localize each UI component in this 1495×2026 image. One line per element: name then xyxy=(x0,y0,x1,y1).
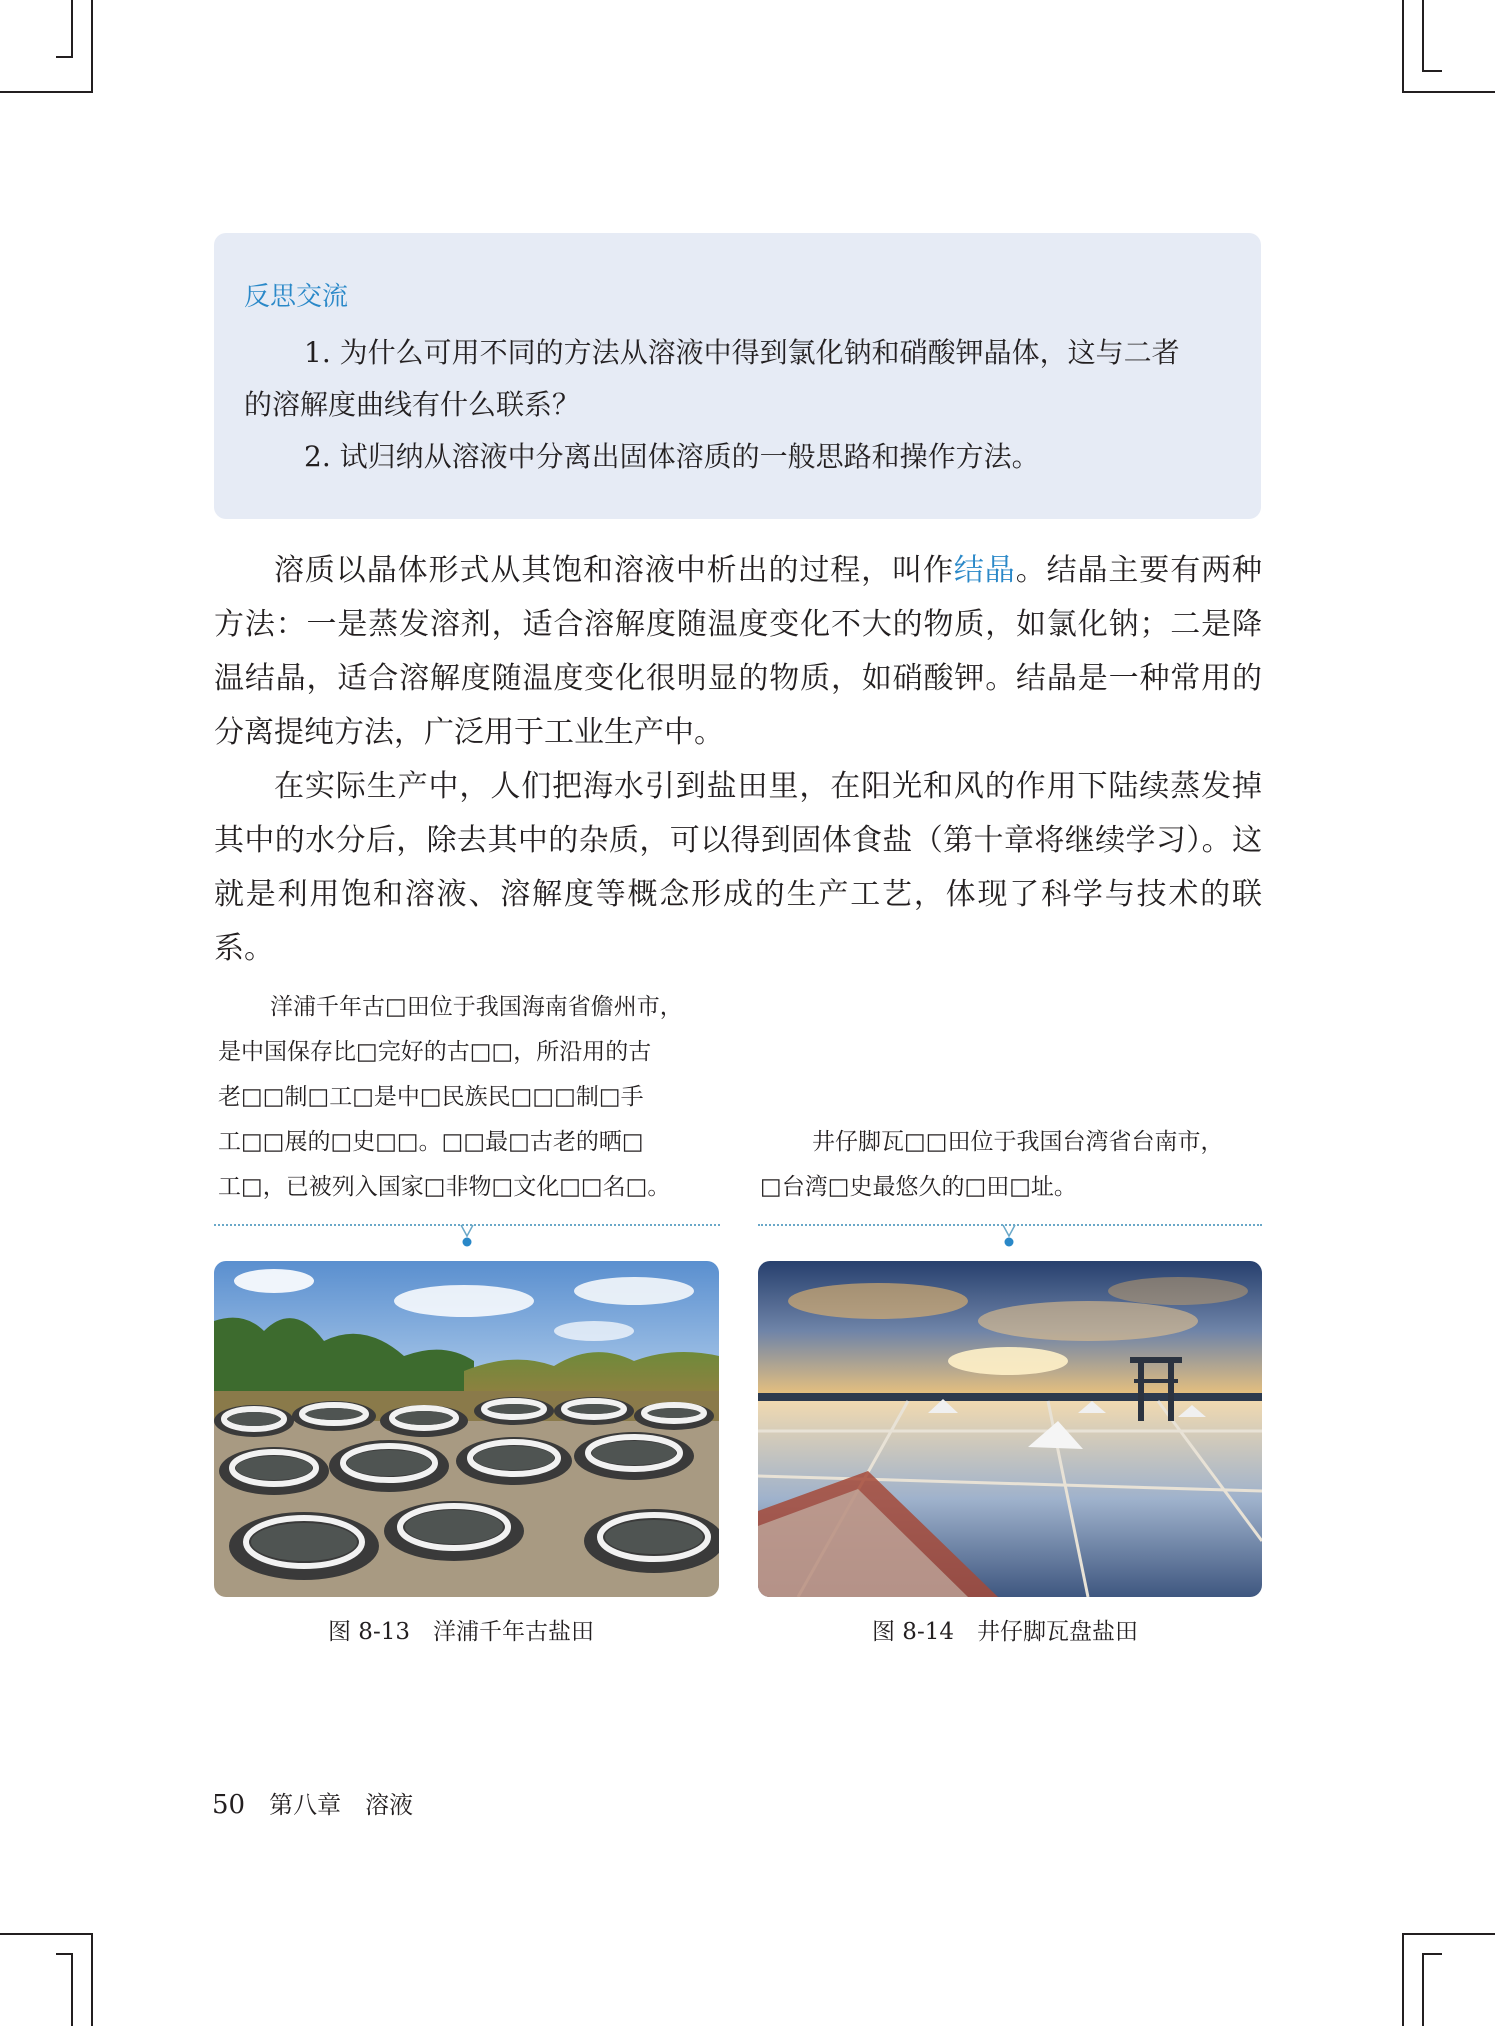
paragraph-crystallization xyxy=(214,544,1262,760)
key-term-crystallization: 结晶 xyxy=(953,553,1016,588)
crop-mark xyxy=(0,91,93,93)
crop-mark xyxy=(1422,0,1424,72)
pointer-icon xyxy=(1002,1224,1016,1250)
crop-mark xyxy=(1422,1953,1442,1955)
caption-line: □台湾□史最悠久的□田□址。 xyxy=(760,1174,1077,1200)
photo-jingzaijiao-salt-field xyxy=(758,1261,1262,1597)
crop-mark xyxy=(1402,91,1495,93)
reflection-title: 反思交流 xyxy=(244,282,349,312)
question-1-line-2: 的溶解度曲线有什么联系？ xyxy=(244,388,581,421)
paragraph-text: 溶质以晶体形式从其饱和溶液中析出的过程，叫作 xyxy=(274,553,954,588)
question-1-line-1: 1. 为什么可用不同的方法从溶液中得到氯化钠和硝酸钾晶体，这与二者 xyxy=(304,336,1180,369)
right-photo-caption xyxy=(760,1120,1270,1210)
crop-mark xyxy=(1402,1933,1495,1935)
paragraph-salt-production: 在实际生产中，人们把海水引到盐田里，在阳光和风的作用下陆续蒸发掉其中的水分后，除去其中的杂质，可以得到固体食盐（第十章将继续学习）。这就是利用饱和溶液、溶解度等概念形成的生产工艺，体现了科学与技术的联系。 xyxy=(214,769,1262,966)
pointer-icon xyxy=(460,1224,474,1250)
crop-mark xyxy=(71,0,73,58)
caption-line: 老□□制□工□是中□民族民□□□制□手 xyxy=(218,1084,644,1110)
crop-mark xyxy=(1402,1933,1404,2026)
left-photo-caption xyxy=(218,985,728,1210)
page-number: 50 xyxy=(212,1790,246,1820)
caption-line: 工□，已被列入国家□非物□文化□□名□。 xyxy=(218,1174,671,1200)
caption-line: 是中国保存比□完好的古□□，所沿用的古 xyxy=(218,1039,652,1065)
chapter-name: 第八章 溶液 xyxy=(269,1791,414,1819)
figure-caption-8-13: 图 8-13 洋浦千年古盐田 xyxy=(328,1619,594,1645)
photo-yangpu-salt-field xyxy=(214,1261,719,1597)
crop-mark xyxy=(1422,1953,1424,2026)
salt-field-illustration xyxy=(214,1261,719,1597)
crop-mark xyxy=(91,1933,93,2026)
body-text xyxy=(214,544,1262,976)
crop-mark xyxy=(56,1953,73,1955)
caption-line: 工□□展的□史□□。□□最□古老的晒□ xyxy=(218,1129,644,1155)
paragraph-text: 。结晶主要有两种方法：一是蒸发溶剂，适合溶解度随温度变化不大的物质，如氯化钠；二是降温结晶，适合溶解度随温度变化很明显的物质，如硝酸钾。结晶是一种常用的分离提纯方法，广泛用于工业生产中。 xyxy=(214,553,1263,750)
crop-mark xyxy=(0,1933,93,1935)
reflection-box xyxy=(214,233,1261,519)
question-2: 2. 试归纳从溶液中分离出固体溶质的一般思路和操作方法。 xyxy=(304,440,1040,473)
crop-mark xyxy=(91,0,93,93)
crop-mark xyxy=(1422,70,1442,72)
page-footer xyxy=(212,1790,413,1820)
figure-caption-8-14: 图 8-14 井仔脚瓦盘盐田 xyxy=(872,1619,1138,1645)
crop-mark xyxy=(56,56,71,58)
caption-line: 洋浦千年古□田位于我国海南省儋州市， xyxy=(270,994,683,1020)
crop-mark xyxy=(71,1953,73,2026)
sunset-salt-field-illustration xyxy=(758,1261,1262,1597)
crop-mark xyxy=(1402,0,1404,93)
caption-line: 井仔脚瓦□□田位于我国台湾省台南市， xyxy=(812,1129,1224,1155)
